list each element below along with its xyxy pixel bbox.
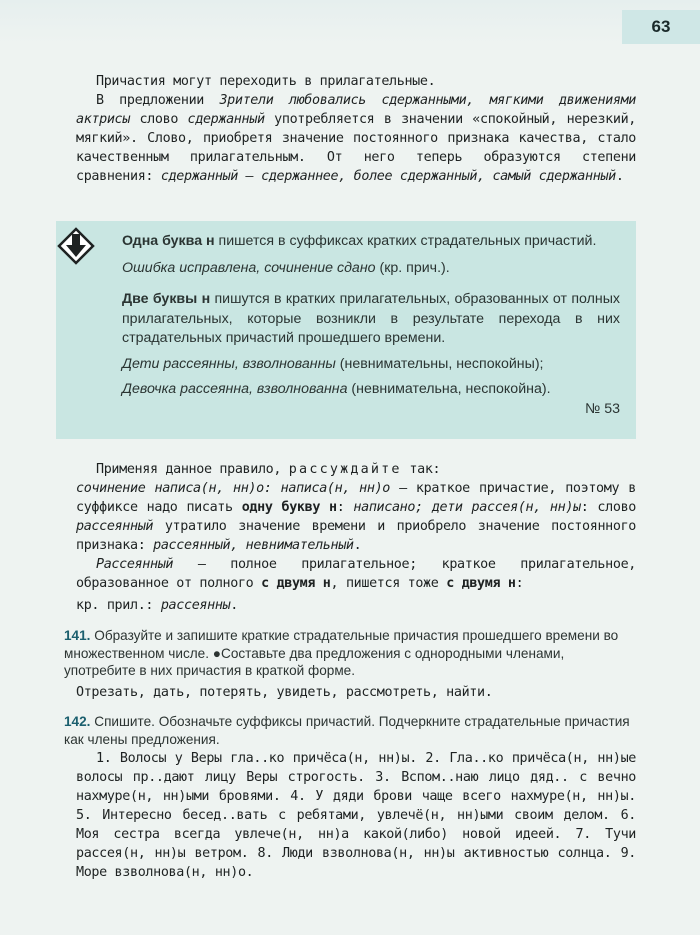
example-word: Рассеянный <box>96 557 174 572</box>
example-text: Девочка рассеянна, взволнованна <box>122 381 348 397</box>
text-run: употребляется в значении «спокойный, нерезкий, мягкий». Слово, приобретя значение постоянного признака качества, стало качественным прилагательным. От него теперь образуются степени сравнения: <box>76 112 636 184</box>
text-run: Применяя данное правило, <box>96 462 289 477</box>
text-run: , пишется тоже <box>330 576 447 591</box>
word-list: Отрезать, дать, потерять, увидеть, рассмотреть, найти. <box>76 685 493 700</box>
rule-reference: № 53 <box>585 400 620 417</box>
text-run: слово <box>129 112 188 127</box>
text-run: Спишите. Обозначьте суффиксы причастий. Подчеркните страдательные причастия как члены предложения. <box>64 714 630 747</box>
reasoning-example-1 <box>76 479 636 555</box>
rule-two-letters-title: Две буквы н <box>122 291 211 307</box>
text-run: . <box>353 538 362 553</box>
exercise-142-task <box>64 713 636 748</box>
example-text: сочинение написа(н, нн)о: написа(н, нн)о <box>76 481 391 496</box>
text-run: — краткое причастие, поэтому в суффиксе надо писать <box>76 481 636 515</box>
comparison-degrees: сдержанный — сдержаннее, более сдержанный, самый сдержанный <box>160 169 616 184</box>
rule-one-letter-title: Одна буква н <box>122 233 215 249</box>
text-run: Составьте два предложения с однородными членами, употребите в них причастия в краткой форме. <box>64 645 565 678</box>
text-run: пишется в суффиксах кратких страдательных причастий. <box>214 233 597 249</box>
bold-text: с двумя н <box>261 576 331 591</box>
text-run: Образуйте и запишите краткие страдательные причастия прошедшего времени во множественном числе. <box>64 628 619 661</box>
text-run: : <box>336 500 354 515</box>
text-run: . <box>230 598 238 613</box>
page-header-band <box>0 0 700 44</box>
example-text: Ошибка исправлена, сочинение сдано <box>122 259 376 276</box>
reasoning-example-2 <box>76 555 636 593</box>
reasoning-lead <box>76 460 636 479</box>
example-note: (кр. прич.). <box>375 259 450 276</box>
page-number: 63 <box>622 10 700 44</box>
example-sentence: Зрители любовались сдержанными, мягкими движениями актрисы <box>76 93 637 127</box>
rule-pointer-icon <box>56 226 96 266</box>
text-run: . <box>615 169 624 184</box>
text-run: : <box>515 576 524 591</box>
exercise-number: 142. <box>64 714 91 729</box>
rule-text <box>122 232 620 419</box>
intro-explanation <box>76 91 636 186</box>
text-run: кр. прил.: <box>76 598 161 613</box>
example-text: Дети рассеянны, взволнованны <box>122 355 336 372</box>
bold-text: с двумя н <box>446 576 516 591</box>
bold-text: одну букву н <box>241 500 337 515</box>
text-run: так: <box>401 462 441 477</box>
text-run: : слово <box>580 500 636 515</box>
exercise-141-words <box>76 683 636 702</box>
example-text: рассеянный, невнимательный <box>153 538 354 553</box>
bullet-icon: ● <box>212 645 221 661</box>
example-text: написано; дети рассея(н, нн)ы <box>353 500 581 515</box>
text-run: — полное прилагательное; краткое прилагательное, образованное от полного <box>76 557 636 591</box>
example-word: рассеянны <box>160 598 231 613</box>
example-note: (невнимательны, неспокойны); <box>335 355 544 372</box>
rule-one-letter-example <box>122 259 620 279</box>
short-adjective-line <box>76 596 636 615</box>
text-run: утратило значение времени и приобрело значение постоянного признака: <box>76 519 636 553</box>
text-run: пишутся в кратких прилагательных, образованных от полных прилагательных, которые возникли в результате перехода в них страдательных причастий прошедшего времени. <box>122 291 620 346</box>
rule-two-letters-example-2 <box>122 380 620 400</box>
intro-section <box>76 72 636 186</box>
exercise-142-text <box>76 749 636 882</box>
exercise-sentences: 1. Волосы у Веры гла..ко причёса(н, нн)ы. 2. Гла..ко причёса(н, нн)ые волосы пр..дают лицу Веры строгость. 3. Вспом..наю лицо дяд.. с вечно нахмуре(н, нн)ыми бровями. 4. У дяди брови чаще всего нахмуре(н, нн)ы. 5. Интересно бесед..вать с ребятами, увлечё(н, нн)ыми своим делом. 6. Моя сестра всегда увлече(н, нн)а какой(либо) новой идеей. 7. Тучи рассея(н, нн)ы ветром. 8. Люди взволнова(н, нн)ы активностью солнца. 9. Море взволнова(н, нн)о. <box>76 751 636 880</box>
exercise-number: 141. <box>64 628 91 643</box>
intro-statement: Причастия могут переходить в прилагательные. <box>96 74 436 89</box>
rule-two-letters-example-1 <box>122 355 620 375</box>
example-word: сдержанный <box>187 112 265 127</box>
exercise-141-task <box>64 627 636 680</box>
text-run: В предложении <box>96 93 220 108</box>
spaced-word: рассуждайте <box>288 462 402 477</box>
short-adjective-text <box>76 596 636 615</box>
example-word: рассеянный <box>76 519 154 534</box>
reasoning-section <box>76 460 636 593</box>
rule-one-letter <box>122 232 620 252</box>
rule-two-letters <box>122 290 620 349</box>
example-note: (невнимательна, неспокойна). <box>347 381 551 397</box>
